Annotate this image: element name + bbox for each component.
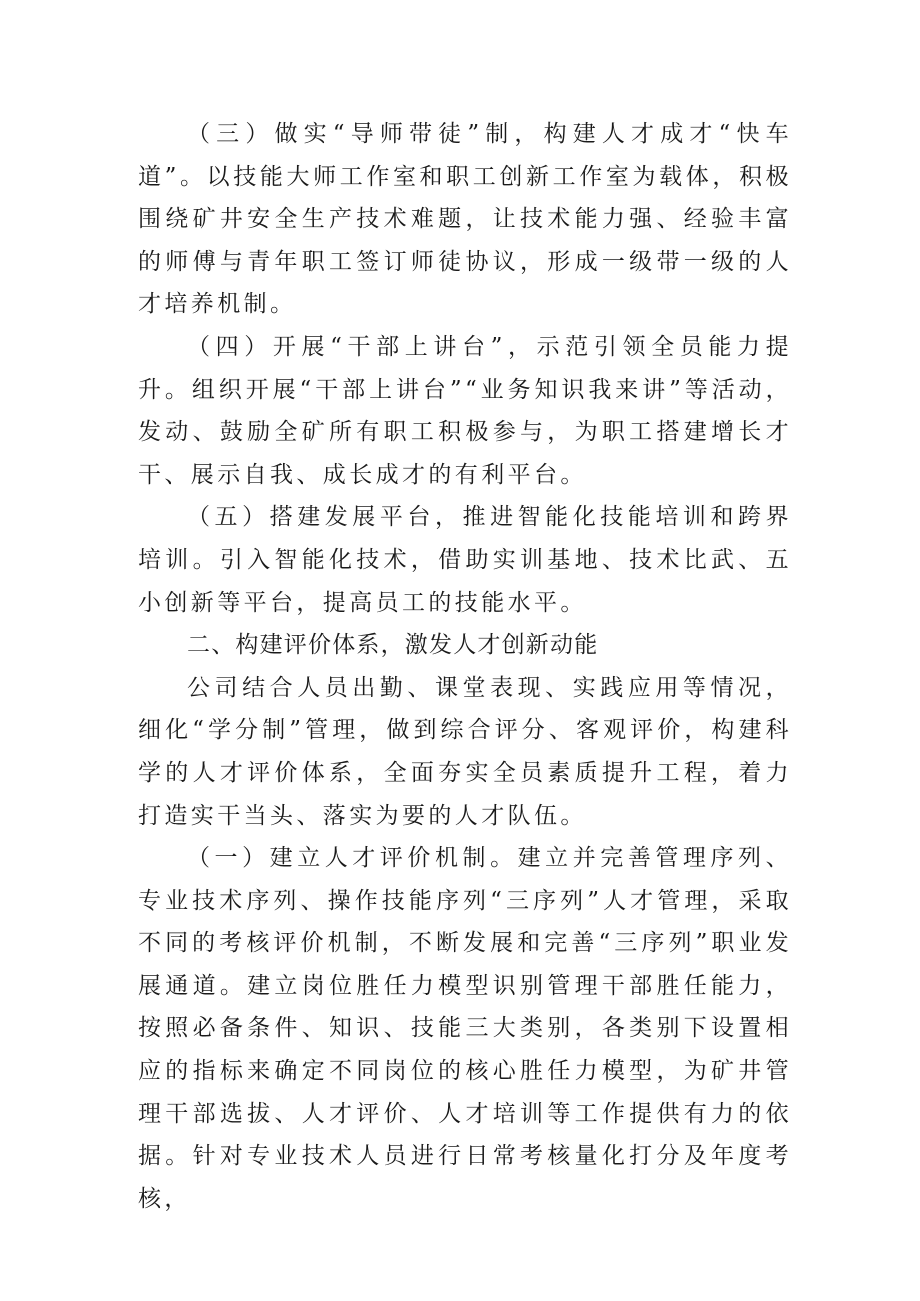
paragraph-talent-evaluation-mechanism: （一）建立人才评价机制。建立并完善管理序列、专业技术序列、操作技能序列“三序列”人才管理，采取不同的考核评价机制，不断发展和完善“三序列”职业发展通道。建立岗位胜任力模型识别管理干部胜任能力，按照必备条件、知识、技能三大类别，各类别下设置相应的指标来确定不同岗位的核心胜任力模型，为矿井管理干部选拔、人才评价、人才培训等工作提供有力的依据。针对专业技术人员进行日常考核量化打分及年度考核，	[138, 845, 792, 1212]
paragraph-credit-system: 公司结合人员出勤、课堂表现、实践应用等情况，细化“学分制”管理，做到综合评分、客观评价，构建科学的人才评价体系，全面夯实全员素质提升工程，着力打造实干当头、落实为要的人才队伍。	[138, 674, 792, 829]
section-heading-evaluation-system: 二、构建评价体系，激发人才创新动能	[187, 632, 599, 659]
paragraph-development-platform: （五）搭建发展平台，推进智能化技能培训和跨界培训。引入智能化技术，借助实训基地、技术比武、五小创新等平台，提高员工的技能水平。	[138, 504, 792, 616]
paragraph-mentor-apprentice: （三）做实“导师带徒”制，构建人才成才“快车道”。以技能大师工作室和职工创新工作室为载体，积极围绕矿井安全生产技术难题，让技术能力强、经验丰富的师傅与青年职工签订师徒协议，形成一级带一级的人才培养机制。	[138, 121, 792, 318]
document-body	[138, 113, 792, 1220]
paragraph-cadre-lecture: （四）开展“干部上讲台”，示范引领全员能力提升。组织开展“干部上讲台”“业务知识我来讲”等活动，发动、鼓励全矿所有职工积极参与，为职工搭建增长才干、展示自我、成长成才的有利平台。	[138, 333, 792, 488]
